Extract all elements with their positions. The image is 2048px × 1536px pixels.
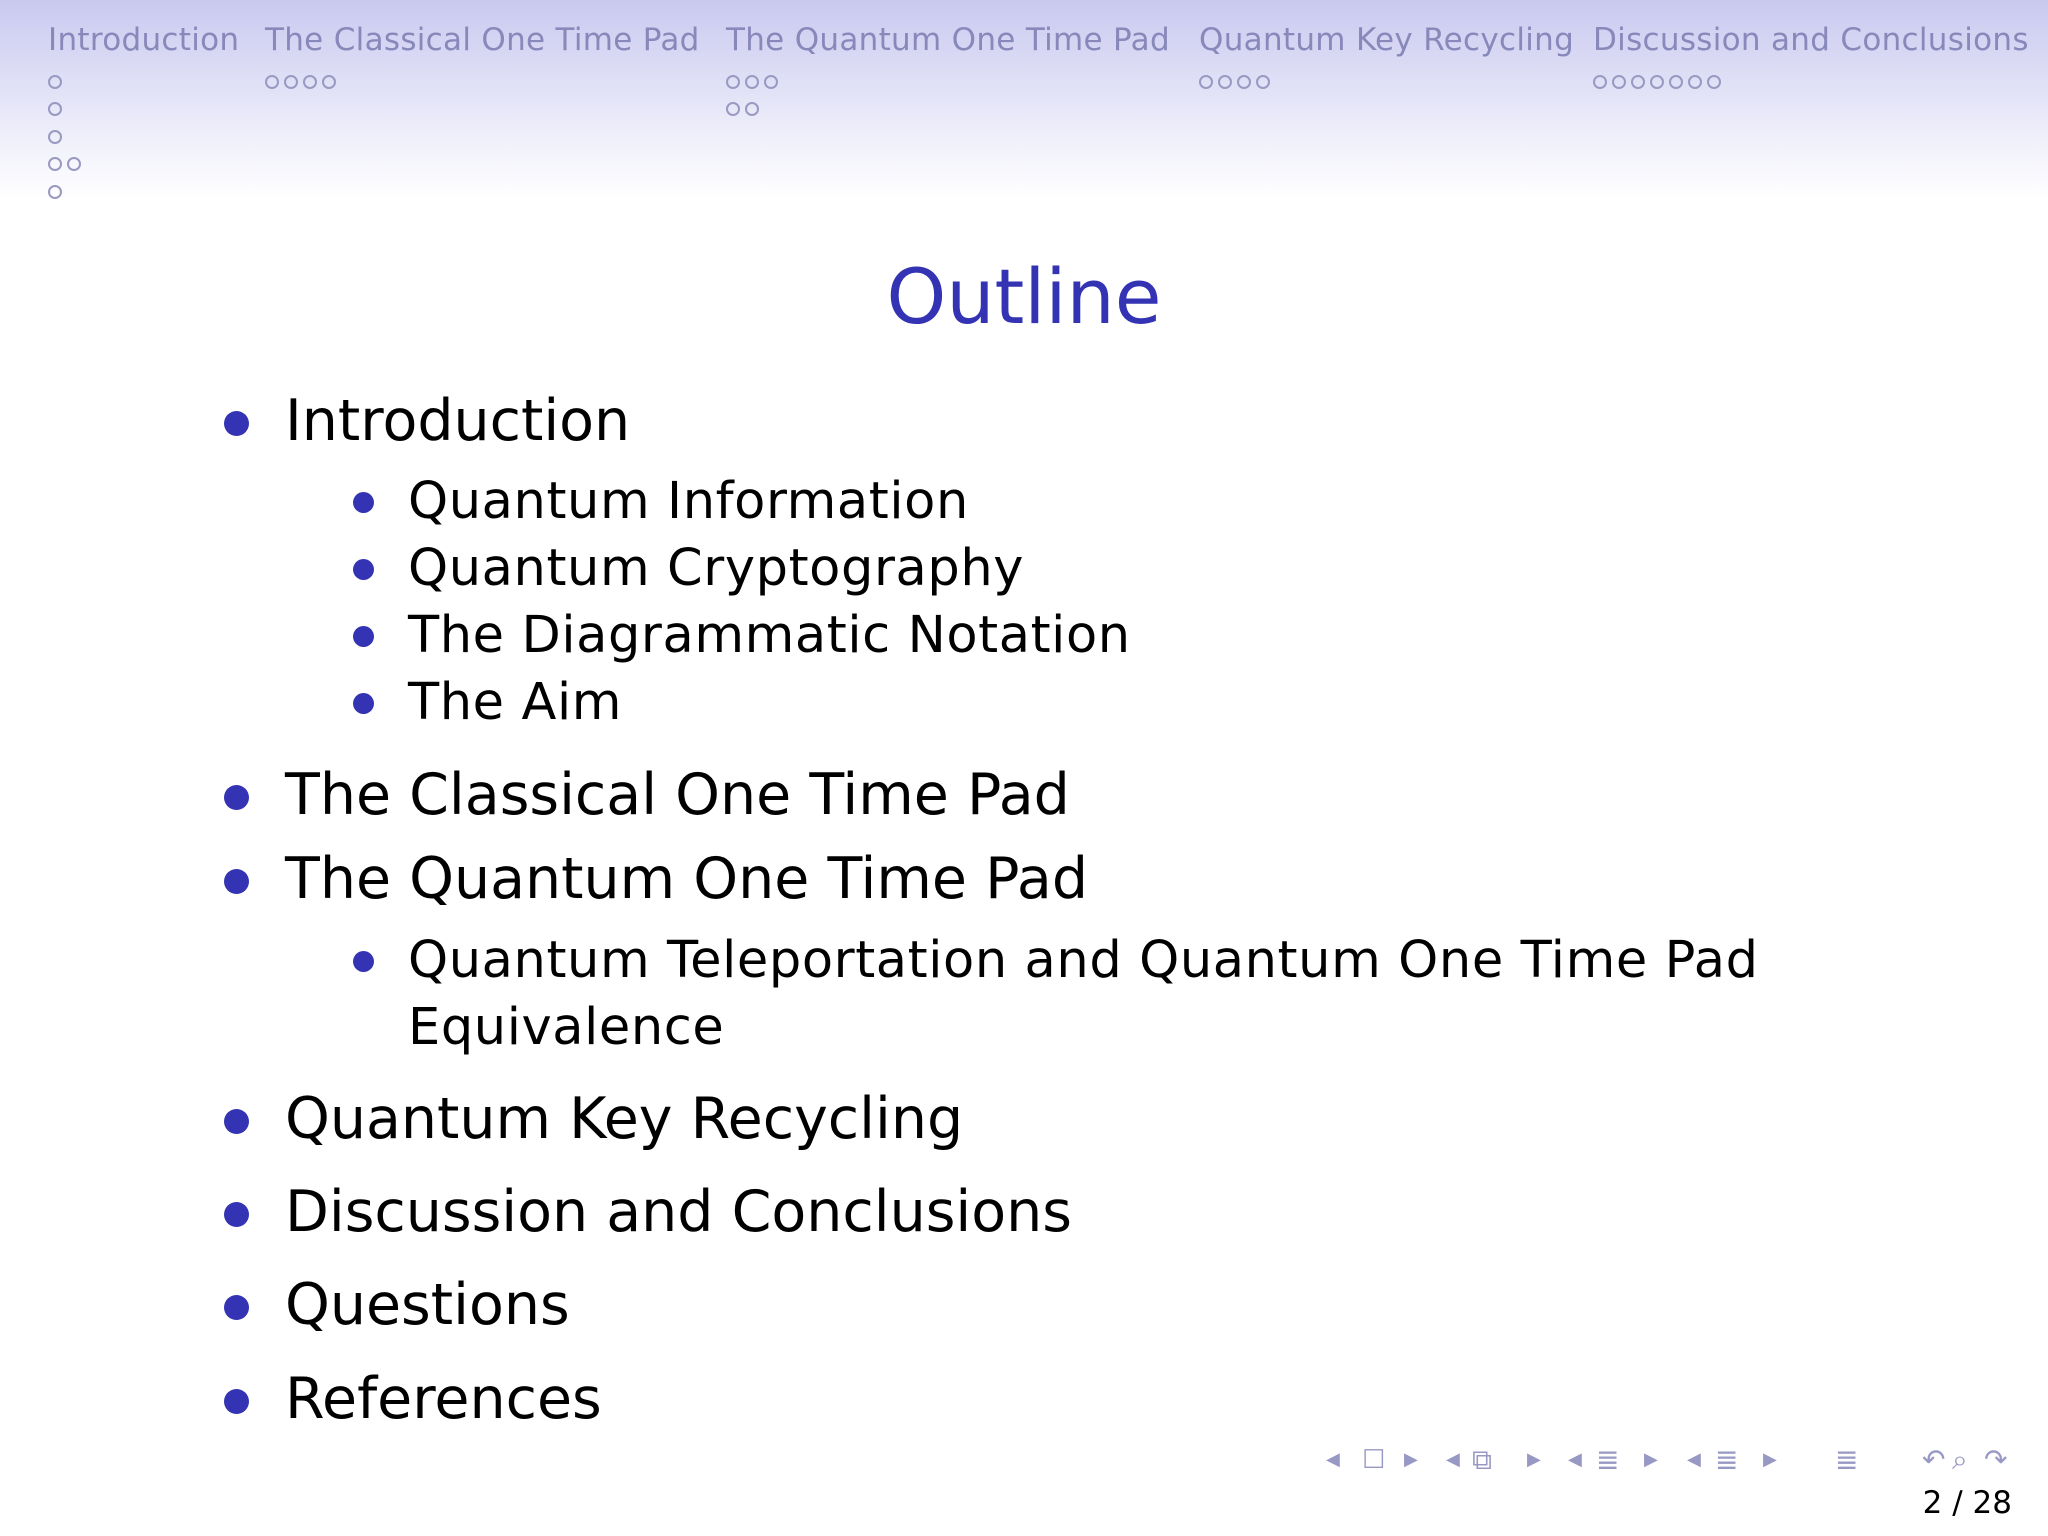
outline-item-quantum-otp bbox=[285, 844, 1088, 914]
outline-item-label: Equivalence bbox=[408, 998, 725, 1057]
slide-dot-row bbox=[726, 68, 1170, 96]
slide-dot-icon[interactable] bbox=[764, 75, 778, 89]
slide-dots bbox=[726, 68, 1170, 123]
slide-dot-icon[interactable] bbox=[745, 75, 759, 89]
outline-item-label: Quantum Teleportation and Quantum One Time Pad bbox=[408, 931, 1759, 990]
slide-dot-row bbox=[48, 123, 239, 151]
toc-prev-icon[interactable]: ◀ bbox=[1687, 1449, 1701, 1470]
slide-dot-icon[interactable] bbox=[1237, 75, 1251, 89]
back-icon[interactable]: ↶ bbox=[1922, 1443, 1946, 1476]
outline-subitem-quantum-cryptography bbox=[408, 537, 1024, 601]
slide-dot-icon[interactable] bbox=[1669, 75, 1683, 89]
bullet-icon bbox=[353, 626, 374, 647]
outline-item-label: Quantum Cryptography bbox=[408, 539, 1025, 598]
outline-item-discussion bbox=[285, 1177, 1072, 1247]
outline-icon[interactable]: ≣ bbox=[1835, 1443, 1859, 1476]
slide-dot-row bbox=[1199, 68, 1574, 96]
section-icon[interactable]: ≣ bbox=[1596, 1443, 1620, 1476]
outline-item-label: Discussion and Conclusions bbox=[285, 1179, 1072, 1245]
slide-dot-row bbox=[48, 68, 239, 96]
slide-dots bbox=[48, 68, 239, 206]
outline-item-questions bbox=[285, 1270, 570, 1340]
bullet-icon bbox=[224, 1295, 249, 1320]
nav-section-classical-otp bbox=[265, 20, 700, 96]
slide-dot-icon[interactable] bbox=[67, 157, 81, 171]
slide-dot-icon[interactable] bbox=[265, 75, 279, 89]
slide-dot-icon[interactable] bbox=[1612, 75, 1626, 89]
frame-next-icon[interactable]: ▶ bbox=[1404, 1449, 1418, 1470]
nav-section-title[interactable]: Quantum Key Recycling bbox=[1199, 22, 1575, 58]
bullet-icon bbox=[353, 492, 374, 513]
slide-dot-row bbox=[1593, 68, 2029, 96]
slide-dot-icon[interactable] bbox=[1688, 75, 1702, 89]
bullet-icon bbox=[224, 1202, 249, 1227]
bullet-icon bbox=[224, 1389, 249, 1414]
nav-section-title[interactable]: The Quantum One Time Pad bbox=[726, 22, 1170, 58]
slide-dots bbox=[1199, 68, 1574, 96]
outline-item-references bbox=[285, 1364, 602, 1434]
page-number: 2 / 28 bbox=[1922, 1485, 2012, 1521]
outline-item-label: Introduction bbox=[285, 388, 631, 454]
slide-dot-icon[interactable] bbox=[1650, 75, 1664, 89]
bullet-icon bbox=[224, 411, 249, 436]
bullet-icon bbox=[224, 785, 249, 810]
slide-dot-row bbox=[48, 151, 239, 179]
outline-subitem-quantum-information bbox=[408, 470, 969, 534]
subsection-icon[interactable]: ⧉ bbox=[1472, 1443, 1492, 1476]
subsection-next-icon[interactable]: ▶ bbox=[1527, 1449, 1541, 1470]
slide-dot-icon[interactable] bbox=[726, 102, 740, 116]
nav-section-quantum-otp bbox=[726, 20, 1170, 123]
slide-dot-row bbox=[48, 96, 239, 124]
nav-section-title[interactable]: Discussion and Conclusions bbox=[1593, 22, 2029, 58]
slide-dot-row bbox=[48, 178, 239, 206]
slide-dot-row bbox=[726, 96, 1170, 124]
slide-dot-icon[interactable] bbox=[1256, 75, 1270, 89]
bullet-icon bbox=[353, 951, 374, 972]
outline-item-label: Questions bbox=[285, 1272, 570, 1338]
bullet-icon bbox=[224, 1109, 249, 1134]
slide-dot-icon[interactable] bbox=[1593, 75, 1607, 89]
slide-dot-icon[interactable] bbox=[1218, 75, 1232, 89]
nav-section-key-recycling bbox=[1199, 20, 1574, 96]
slide-dots bbox=[1593, 68, 2029, 96]
outline-item-label: The Diagrammatic Notation bbox=[408, 606, 1131, 665]
outline-item-introduction bbox=[285, 386, 630, 456]
toc-next-icon[interactable]: ▶ bbox=[1763, 1449, 1777, 1470]
nav-section-title[interactable]: The Classical One Time Pad bbox=[265, 22, 700, 58]
slide-dot-icon[interactable] bbox=[48, 75, 62, 89]
subsection-prev-icon[interactable]: ◀ bbox=[1446, 1449, 1460, 1470]
slide-dot-icon[interactable] bbox=[48, 185, 62, 199]
slide-dot-icon[interactable] bbox=[284, 75, 298, 89]
slide-dot-icon[interactable] bbox=[48, 157, 62, 171]
slide-dot-icon[interactable] bbox=[1631, 75, 1645, 89]
nav-section-title[interactable]: Introduction bbox=[48, 22, 240, 58]
outline-subitem-teleportation-equivalence-cont bbox=[408, 996, 724, 1060]
frame-icon[interactable]: ☐ bbox=[1362, 1445, 1386, 1475]
outline-item-classical-otp bbox=[285, 760, 1070, 830]
outline-item-label: Quantum Key Recycling bbox=[285, 1086, 964, 1152]
nav-section-discussion bbox=[1593, 20, 2029, 96]
search-icon[interactable]: ⌕ bbox=[1952, 1443, 1968, 1476]
outline-subitem-diagrammatic-notation bbox=[408, 604, 1131, 668]
forward-icon[interactable]: ↷ bbox=[1984, 1443, 2008, 1476]
outline-subitem-the-aim bbox=[408, 671, 622, 735]
outline-item-key-recycling bbox=[285, 1084, 963, 1154]
slide-dot-row bbox=[265, 68, 700, 96]
slide-dot-icon[interactable] bbox=[1199, 75, 1213, 89]
slide-dot-icon[interactable] bbox=[48, 130, 62, 144]
beamer-navigation-symbols bbox=[1320, 1440, 2040, 1480]
slide-dot-icon[interactable] bbox=[745, 102, 759, 116]
nav-section-introduction bbox=[48, 20, 239, 206]
bullet-icon bbox=[353, 559, 374, 580]
outline-item-label: The Classical One Time Pad bbox=[285, 762, 1070, 828]
slide-dot-icon[interactable] bbox=[48, 102, 62, 116]
outline-item-label: References bbox=[285, 1366, 602, 1432]
section-next-icon[interactable]: ▶ bbox=[1644, 1449, 1658, 1470]
outline-item-label: Quantum Information bbox=[408, 472, 969, 531]
slide-dots bbox=[265, 68, 700, 96]
section-navigation-bar bbox=[0, 0, 2048, 200]
section-prev-icon[interactable]: ◀ bbox=[1568, 1449, 1582, 1470]
slide-dot-icon[interactable] bbox=[303, 75, 317, 89]
bullet-icon bbox=[353, 693, 374, 714]
slide-dot-icon[interactable] bbox=[1707, 75, 1721, 89]
slide-dot-icon[interactable] bbox=[322, 75, 336, 89]
outline-subitem-teleportation-equivalence bbox=[408, 929, 1759, 993]
slide-dot-icon[interactable] bbox=[726, 75, 740, 89]
frame-title: Outline bbox=[886, 252, 1162, 341]
toc-icon[interactable]: ≣ bbox=[1715, 1443, 1739, 1476]
bullet-icon bbox=[224, 869, 249, 894]
outline-item-label: The Aim bbox=[408, 673, 623, 732]
frame-prev-icon[interactable]: ◀ bbox=[1326, 1449, 1340, 1470]
outline-item-label: The Quantum One Time Pad bbox=[285, 846, 1089, 912]
